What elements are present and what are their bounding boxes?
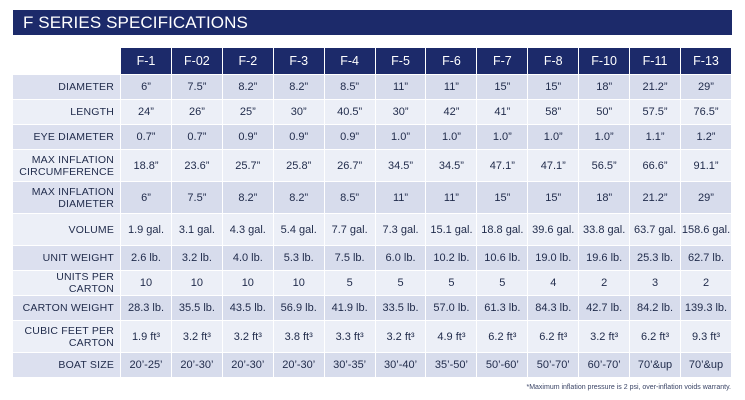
column-header-model: F-4: [325, 48, 376, 75]
table-row: [13, 321, 732, 353]
table-cell: 56.9 lb.: [274, 296, 325, 321]
column-header-model: F-7: [477, 48, 528, 75]
table-cell: 8.2”: [274, 75, 325, 100]
table-cell: 11”: [426, 182, 477, 214]
table-cell: 3.2 ft³: [223, 321, 274, 353]
table-cell: 20’-30’: [172, 353, 223, 378]
table-cell: 1.9 ft³: [121, 321, 172, 353]
table-row: [13, 100, 732, 125]
table-cell: 8.5”: [325, 75, 376, 100]
table-cell: 19.6 lb.: [579, 246, 630, 271]
row-label: MAX INFLATION DIAMETER: [13, 182, 121, 214]
footnote: *Maximum inflation pressure is 2 psi, over-inflation voids warranty.: [526, 384, 731, 391]
table-cell: 25.7”: [223, 150, 274, 182]
table-cell: 56.5”: [579, 150, 630, 182]
table-cell: 3.8 ft³: [274, 321, 325, 353]
table-cell: 50’-60’: [477, 353, 528, 378]
table-cell: 57.0 lb.: [426, 296, 477, 321]
table-cell: 3.1 gal.: [172, 214, 223, 246]
table-cell: 70’&up: [630, 353, 681, 378]
table-cell: 5.4 gal.: [274, 214, 325, 246]
table-cell: 42.7 lb.: [579, 296, 630, 321]
row-label: CARTON WEIGHT: [13, 296, 121, 321]
table-cell: 7.3 gal.: [376, 214, 427, 246]
table-cell: 1.2”: [681, 125, 732, 150]
table-cell: 5: [376, 271, 427, 296]
table-cell: 0.9”: [325, 125, 376, 150]
column-header-model: F-10: [579, 48, 630, 75]
row-label: MAX INFLATION CIRCUMFERENCE: [13, 150, 121, 182]
table-cell: 84.3 lb.: [528, 296, 579, 321]
table-cell: 1.0”: [528, 125, 579, 150]
table-row: [13, 150, 732, 182]
table-cell: 158.6 gal.: [681, 214, 732, 246]
table-row: [13, 271, 732, 296]
table-cell: 62.7 lb.: [681, 246, 732, 271]
table-cell: 30’-35’: [325, 353, 376, 378]
table-cell: 10: [274, 271, 325, 296]
table-cell: 33.5 lb.: [376, 296, 427, 321]
table-row: [13, 296, 732, 321]
column-header-model: F-2: [223, 48, 274, 75]
table-row: [13, 125, 732, 150]
table-cell: 18”: [579, 75, 630, 100]
table-cell: 29”: [681, 75, 732, 100]
column-header-model: F-13: [681, 48, 732, 75]
table-cell: 6”: [121, 75, 172, 100]
column-header-model: F-02: [172, 48, 223, 75]
column-header-model: F-1: [121, 48, 172, 75]
table-cell: 26.7”: [325, 150, 376, 182]
table-cell: 4.0 lb.: [223, 246, 274, 271]
table-cell: 47.1”: [477, 150, 528, 182]
table-cell: 43.5 lb.: [223, 296, 274, 321]
table-cell: 24”: [121, 100, 172, 125]
table-cell: 20’-25’: [121, 353, 172, 378]
table-cell: 2.6 lb.: [121, 246, 172, 271]
row-label: DIAMETER: [13, 75, 121, 100]
table-cell: 91.1”: [681, 150, 732, 182]
table-cell: 25”: [223, 100, 274, 125]
column-header-model: F-3: [274, 48, 325, 75]
table-cell: 7.7 gal.: [325, 214, 376, 246]
table-cell: 0.9”: [223, 125, 274, 150]
table-cell: 15.1 gal.: [426, 214, 477, 246]
row-label: UNIT WEIGHT: [13, 246, 121, 271]
table-cell: 34.5”: [426, 150, 477, 182]
column-header-model: F-6: [426, 48, 477, 75]
table-cell: 1.9 gal.: [121, 214, 172, 246]
table-cell: 3.2 ft³: [579, 321, 630, 353]
table-cell: 42”: [426, 100, 477, 125]
table-cell: 23.6”: [172, 150, 223, 182]
table-cell: 11”: [426, 75, 477, 100]
table-cell: 39.6 gal.: [528, 214, 579, 246]
table-cell: 3.3 ft³: [325, 321, 376, 353]
table-cell: 11”: [376, 75, 427, 100]
table-cell: 34.5”: [376, 150, 427, 182]
table-cell: 26”: [172, 100, 223, 125]
table-cell: 18”: [579, 182, 630, 214]
table-cell: 4.3 gal.: [223, 214, 274, 246]
table-cell: 3.2 ft³: [376, 321, 427, 353]
table-cell: 3.2 lb.: [172, 246, 223, 271]
table-cell: 25.3 lb.: [630, 246, 681, 271]
table-cell: 33.8 gal.: [579, 214, 630, 246]
table-row: [13, 353, 732, 378]
table-cell: 5: [325, 271, 376, 296]
row-label: LENGTH: [13, 100, 121, 125]
table-cell: 11”: [376, 182, 427, 214]
table-cell: 60’-70’: [579, 353, 630, 378]
table-cell: 35’-50’: [426, 353, 477, 378]
table-cell: 2: [579, 271, 630, 296]
table-cell: 10.2 lb.: [426, 246, 477, 271]
corner-cell: [13, 48, 121, 75]
table-cell: 4.9 ft³: [426, 321, 477, 353]
table-cell: 10: [121, 271, 172, 296]
table-cell: 28.3 lb.: [121, 296, 172, 321]
table-cell: 5: [426, 271, 477, 296]
table-cell: 76.5”: [681, 100, 732, 125]
spec-table: [13, 48, 732, 378]
table-row: [13, 182, 732, 214]
table-cell: 19.0 lb.: [528, 246, 579, 271]
table-cell: 6.2 ft³: [630, 321, 681, 353]
table-cell: 10.6 lb.: [477, 246, 528, 271]
table-cell: 1.0”: [579, 125, 630, 150]
table-cell: 25.8”: [274, 150, 325, 182]
page-title: F SERIES SPECIFICATIONS: [13, 10, 732, 35]
table-cell: 0.7”: [172, 125, 223, 150]
table-cell: 30”: [376, 100, 427, 125]
table-cell: 50”: [579, 100, 630, 125]
table-row: [13, 246, 732, 271]
table-cell: 9.3 ft³: [681, 321, 732, 353]
table-cell: 50’-70’: [528, 353, 579, 378]
table-cell: 0.9”: [274, 125, 325, 150]
table-cell: 5: [477, 271, 528, 296]
table-cell: 1.0”: [426, 125, 477, 150]
table-cell: 18.8”: [121, 150, 172, 182]
header-row: [13, 48, 732, 75]
row-label: EYE DIAMETER: [13, 125, 121, 150]
table-cell: 70’&up: [681, 353, 732, 378]
table-cell: 47.1”: [528, 150, 579, 182]
table-cell: 6.2 ft³: [528, 321, 579, 353]
table-cell: 35.5 lb.: [172, 296, 223, 321]
table-cell: 8.2”: [274, 182, 325, 214]
table-cell: 15”: [477, 75, 528, 100]
column-header-model: F-8: [528, 48, 579, 75]
table-cell: 40.5”: [325, 100, 376, 125]
table-cell: 0.7”: [121, 125, 172, 150]
table-cell: 20’-30’: [274, 353, 325, 378]
table-cell: 8.5”: [325, 182, 376, 214]
table-cell: 41”: [477, 100, 528, 125]
table-cell: 61.3 lb.: [477, 296, 528, 321]
table-cell: 3.2 ft³: [172, 321, 223, 353]
table-cell: 1.0”: [376, 125, 427, 150]
table-cell: 139.3 lb.: [681, 296, 732, 321]
column-header-model: F-5: [376, 48, 427, 75]
table-cell: 63.7 gal.: [630, 214, 681, 246]
table-cell: 30’-40’: [376, 353, 427, 378]
table-row: [13, 214, 732, 246]
table-cell: 18.8 gal.: [477, 214, 528, 246]
table-cell: 7.5”: [172, 182, 223, 214]
table-cell: 8.2”: [223, 182, 274, 214]
table-cell: 6.0 lb.: [376, 246, 427, 271]
table-cell: 1.1”: [630, 125, 681, 150]
table-cell: 41.9 lb.: [325, 296, 376, 321]
table-cell: 4: [528, 271, 579, 296]
table-cell: 21.2”: [630, 182, 681, 214]
table-cell: 1.0”: [477, 125, 528, 150]
row-label: CUBIC FEET PER CARTON: [13, 321, 121, 353]
table-cell: 30”: [274, 100, 325, 125]
table-cell: 15”: [477, 182, 528, 214]
row-label: VOLUME: [13, 214, 121, 246]
table-cell: 10: [172, 271, 223, 296]
table-cell: 21.2”: [630, 75, 681, 100]
table-cell: 8.2”: [223, 75, 274, 100]
row-label: UNITS PER CARTON: [13, 271, 121, 296]
table-cell: 66.6”: [630, 150, 681, 182]
table-cell: 7.5 lb.: [325, 246, 376, 271]
table-cell: 58”: [528, 100, 579, 125]
row-label: BOAT SIZE: [13, 353, 121, 378]
table-cell: 84.2 lb.: [630, 296, 681, 321]
column-header-model: F-11: [630, 48, 681, 75]
table-cell: 6”: [121, 182, 172, 214]
table-cell: 3: [630, 271, 681, 296]
table-cell: 29”: [681, 182, 732, 214]
table-cell: 20’-30’: [223, 353, 274, 378]
table-row: [13, 75, 732, 100]
table-cell: 10: [223, 271, 274, 296]
table-cell: 15”: [528, 182, 579, 214]
table-cell: 15”: [528, 75, 579, 100]
table-cell: 7.5”: [172, 75, 223, 100]
table-cell: 5.3 lb.: [274, 246, 325, 271]
table-cell: 57.5”: [630, 100, 681, 125]
table-cell: 6.2 ft³: [477, 321, 528, 353]
table-cell: 2: [681, 271, 732, 296]
